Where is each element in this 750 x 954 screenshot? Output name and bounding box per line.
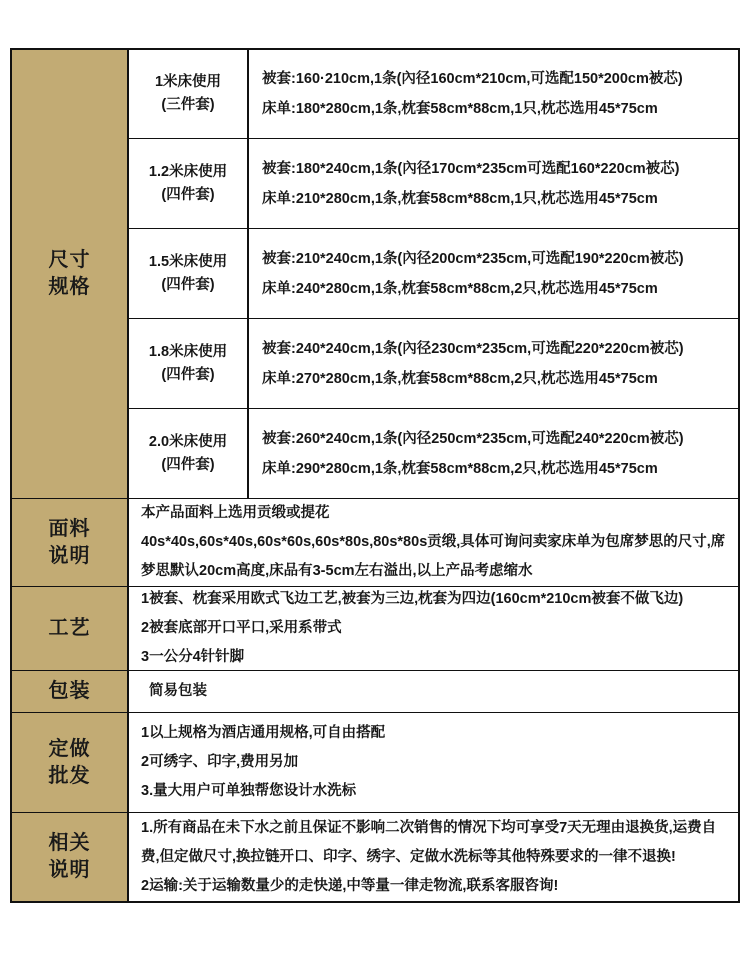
size-rows <box>129 50 738 498</box>
packaging-content <box>129 671 738 712</box>
duvet-spec-text: 被套:240*240cm,1条(內径230cm*235cm,可选配220*220cm被芯) <box>262 340 684 357</box>
bed-size-cell <box>129 50 249 138</box>
duvet-spec-text: 被套:160·210cm,1条(內径160cm*210cm,可选配150*200cm被芯) <box>262 71 683 87</box>
bed-size-cell <box>129 139 249 228</box>
sheet-spec-text: 床单:290*280cm,1条,枕套58cm*88cm,2只,枕芯选用45*75cm <box>262 460 658 477</box>
size-section-label-line1: 尺寸 <box>48 249 91 271</box>
craft-line: 1被套、枕套采用欧式飞边工艺,被套为三边,枕套为四边(160cm*210cm被套不做飞边) <box>141 591 684 607</box>
fabric-content <box>129 499 738 586</box>
bed-size-label: 1.5米床使用 <box>148 253 228 270</box>
notes-label-line1: 相关 <box>48 832 91 854</box>
size-row-2m <box>129 409 738 498</box>
bed-size-cell <box>129 409 249 498</box>
set-type-label: (四件套) <box>161 366 215 383</box>
sheet-spec-text: 床单:180*280cm,1条,枕套58cm*88cm,1只,枕芯选用45*75cm <box>262 101 658 117</box>
size-detail-cell <box>249 409 738 498</box>
packaging-label: 包装 <box>48 680 91 702</box>
bed-size-cell <box>129 319 249 408</box>
notes-section <box>12 813 738 901</box>
set-type-label: (三件套) <box>161 97 215 113</box>
notes-line: 2运输:关于运输数量少的走快递,中等量一律走物流,联系客服咨询! <box>141 877 559 894</box>
fabric-section-label <box>12 499 129 586</box>
bed-size-label: 1米床使用 <box>154 74 222 90</box>
custom-content <box>129 713 738 812</box>
size-detail-cell <box>249 139 738 228</box>
craft-content <box>129 587 738 670</box>
packaging-section-label <box>12 671 129 712</box>
craft-line: 3一公分4针针脚 <box>141 649 245 665</box>
notes-section-label <box>12 813 129 901</box>
sheet-spec-text: 床单:270*280cm,1条,枕套58cm*88cm,2只,枕芯选用45*75cm <box>262 370 658 387</box>
custom-wholesale-section <box>12 713 738 813</box>
duvet-spec-text: 被套:180*240cm,1条(內径170cm*235cm可选配160*220cm被芯) <box>262 160 680 177</box>
notes-content <box>129 813 738 901</box>
size-row-1-2m <box>129 139 738 229</box>
craft-section <box>12 587 738 671</box>
bed-size-label: 1.8米床使用 <box>148 343 228 360</box>
size-row-1m <box>129 50 738 139</box>
set-type-label: (四件套) <box>161 456 215 473</box>
bed-size-cell <box>129 229 249 318</box>
duvet-spec-text: 被套:210*240cm,1条(內径200cm*235cm,可选配190*220cm被芯) <box>262 250 684 267</box>
craft-line: 2被套底部开口平口,采用系带式 <box>141 620 342 636</box>
size-detail-cell <box>249 319 738 408</box>
custom-section-label <box>12 713 129 812</box>
size-row-1-8m <box>129 319 738 409</box>
size-section-label <box>12 50 129 498</box>
size-section-label-line2: 规格 <box>48 276 91 298</box>
packaging-line: 简易包装 <box>149 683 207 699</box>
craft-section-label <box>12 587 129 670</box>
packaging-section <box>12 671 738 713</box>
custom-label-line1: 定做 <box>48 737 91 760</box>
custom-label-line2: 批发 <box>48 764 91 787</box>
fabric-line: 本产品面料上选用贡缎或提花 <box>141 505 330 521</box>
sheet-spec-text: 床单:210*280cm,1条,枕套58cm*88cm,1只,枕芯选用45*75cm <box>262 190 658 207</box>
size-detail-cell <box>249 50 738 138</box>
set-type-label: (四件套) <box>161 276 215 293</box>
size-row-1-5m <box>129 229 738 319</box>
custom-line: 1以上规格为酒店通用规格,可自由搭配 <box>141 725 386 741</box>
notes-line: 1.所有商品在未下水之前且保证不影响二次销售的情况下均可享受7天无理由退换货,运费自费,但定做尺寸,换拉链开口、印字、绣字、定做水洗标等其他特殊要求的一律不退换! <box>141 819 717 865</box>
custom-line: 2可绣字、印字,费用另加 <box>141 754 299 770</box>
size-detail-cell <box>249 229 738 318</box>
craft-label: 工艺 <box>48 617 91 639</box>
duvet-spec-text: 被套:260*240cm,1条(內径250cm*235cm,可选配240*220cm被芯) <box>262 430 684 447</box>
bed-size-label: 2.0米床使用 <box>148 433 228 450</box>
fabric-label-line2: 说明 <box>48 544 91 567</box>
set-type-label: (四件套) <box>161 186 215 203</box>
fabric-line: 40s*40s,60s*40s,60s*60s,60s*80s,80s*80s贡缎,具体可询问卖家床单为包席梦思的尺寸,席梦思默认20cm高度,床品有3-5cm左右溢出,以上产品考虑缩水 <box>141 534 726 579</box>
spec-table <box>10 48 740 903</box>
fabric-label-line1: 面料 <box>48 517 91 540</box>
size-spec-section <box>12 50 738 499</box>
bed-size-label: 1.2米床使用 <box>148 163 228 180</box>
fabric-section <box>12 499 738 587</box>
sheet-spec-text: 床单:240*280cm,1条,枕套58cm*88cm,2只,枕芯选用45*75cm <box>262 280 658 297</box>
notes-label-line2: 说明 <box>48 859 91 881</box>
custom-line: 3.量大用户可单独帮您设计水洗标 <box>141 783 357 799</box>
